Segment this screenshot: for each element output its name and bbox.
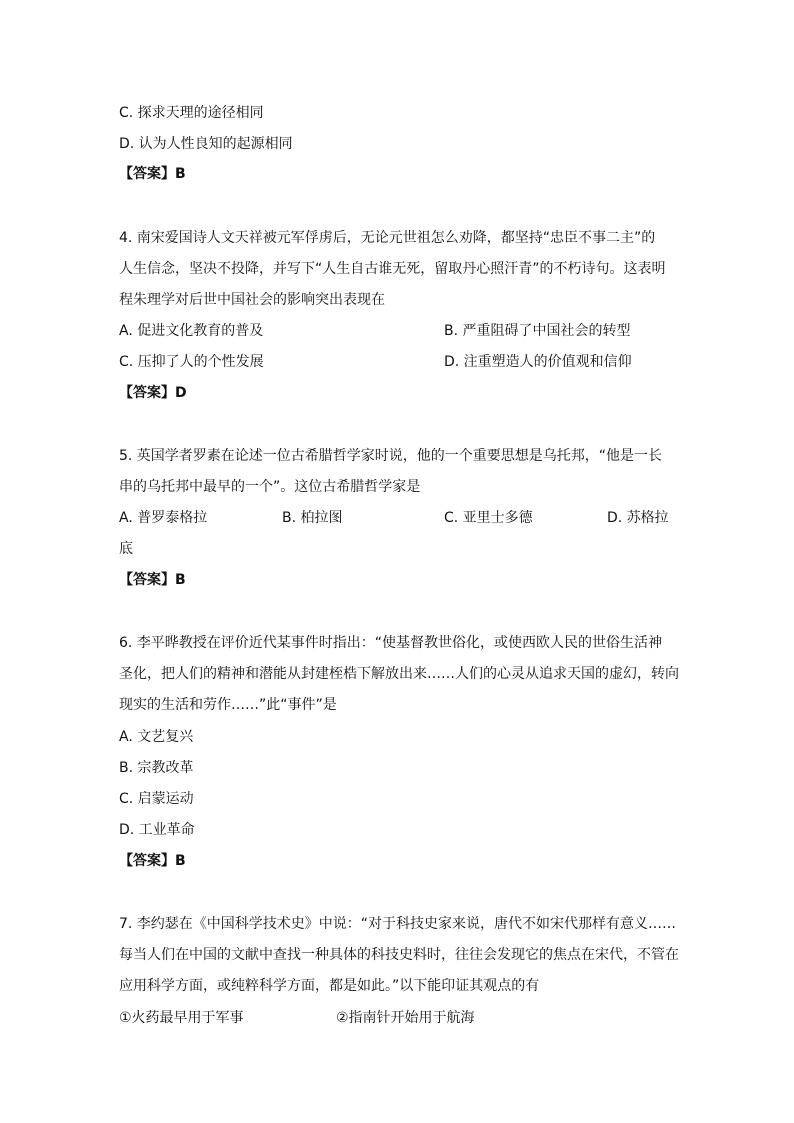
q4-stem-line-3: 程朱理学对后世中国社会的影响突出表现在 (119, 292, 385, 308)
q7-stem-line-2: 每当人们在中国的文献中查找一种具体的科技史料时，往往会发现它的焦点在宋代，不管在 (119, 947, 679, 963)
q6-stem-line-1: 6. 李平晔教授在评价近代某事件时指出：“使基督教世俗化，或使西欧人民的世俗生活神 (119, 635, 663, 651)
q6-option-b: B. 宗教改革 (119, 760, 194, 776)
q5-option-a: A. 普罗泰格拉 (119, 510, 208, 526)
q5-stem-line-1: 5. 英国学者罗素在论述一位古希腊哲学家时说，他的一个重要思想是乌托邦，“他是一长 (119, 448, 663, 464)
q4-option-d: D. 注重塑造人的价值观和信仰 (444, 354, 632, 370)
q5-option-b: B. 柏拉图 (282, 510, 343, 526)
q4-option-a: A. 促进文化教育的普及 (119, 323, 264, 339)
q5-option-d-wrap: 底 (119, 541, 133, 557)
q4-stem-line-1: 4. 南宋爱国诗人文天祥被元军俘虏后，无论元世祖怎么劝降，都坚持“忠臣不事二主”的 (119, 230, 656, 246)
q6-stem-line-2: 圣化，把人们的精神和潜能从封建桎梏下解放出来……人们的心灵从追求天国的虚幻，转向 (119, 666, 679, 682)
q5-option-d: D. 苏格拉 (607, 510, 669, 526)
q6-option-c: C. 启蒙运动 (119, 791, 194, 807)
q4-option-c: C. 压抑了人的个性发展 (119, 354, 264, 370)
q7-item-2: ②指南针开始用于航海 (336, 1010, 475, 1026)
q5-stem-line-2: 串的乌托邦中最早的一个”。这位古希腊哲学家是 (119, 479, 421, 495)
q7-item-1: ①火药最早用于军事 (119, 1010, 244, 1026)
q3-option-d: D. 认为人性良知的起源相同 (119, 136, 293, 152)
q6-stem-line-3: 现实的生活和劳作……”此“事件”是 (119, 697, 337, 713)
q6-option-d: D. 工业革命 (119, 822, 195, 838)
q7-stem-line-3: 应用科学方面，或纯粹科学方面，都是如此。”以下能印证其观点的有 (119, 978, 540, 994)
q4-answer: 【答案】D (119, 385, 187, 401)
q5-answer: 【答案】B (119, 572, 186, 588)
q4-option-b: B. 严重阻碍了中国社会的转型 (444, 323, 631, 339)
q3-option-c: C. 探求天理的途径相同 (119, 105, 264, 121)
q7-stem-line-1: 7. 李约瑟在《中国科学技术史》中说：“对于科技史家来说，唐代不如宋代那样有意义…… (119, 916, 677, 932)
q4-stem-line-2: 人生信念，坚决不投降，并写下“人生自古谁无死，留取丹心照汗青”的不朽诗句。这表明 (119, 261, 666, 277)
q6-option-a: A. 文艺复兴 (119, 729, 194, 745)
q5-option-c: C. 亚里士多德 (444, 510, 533, 526)
q3-answer: 【答案】B (119, 166, 186, 182)
q6-answer: 【答案】B (119, 853, 186, 869)
